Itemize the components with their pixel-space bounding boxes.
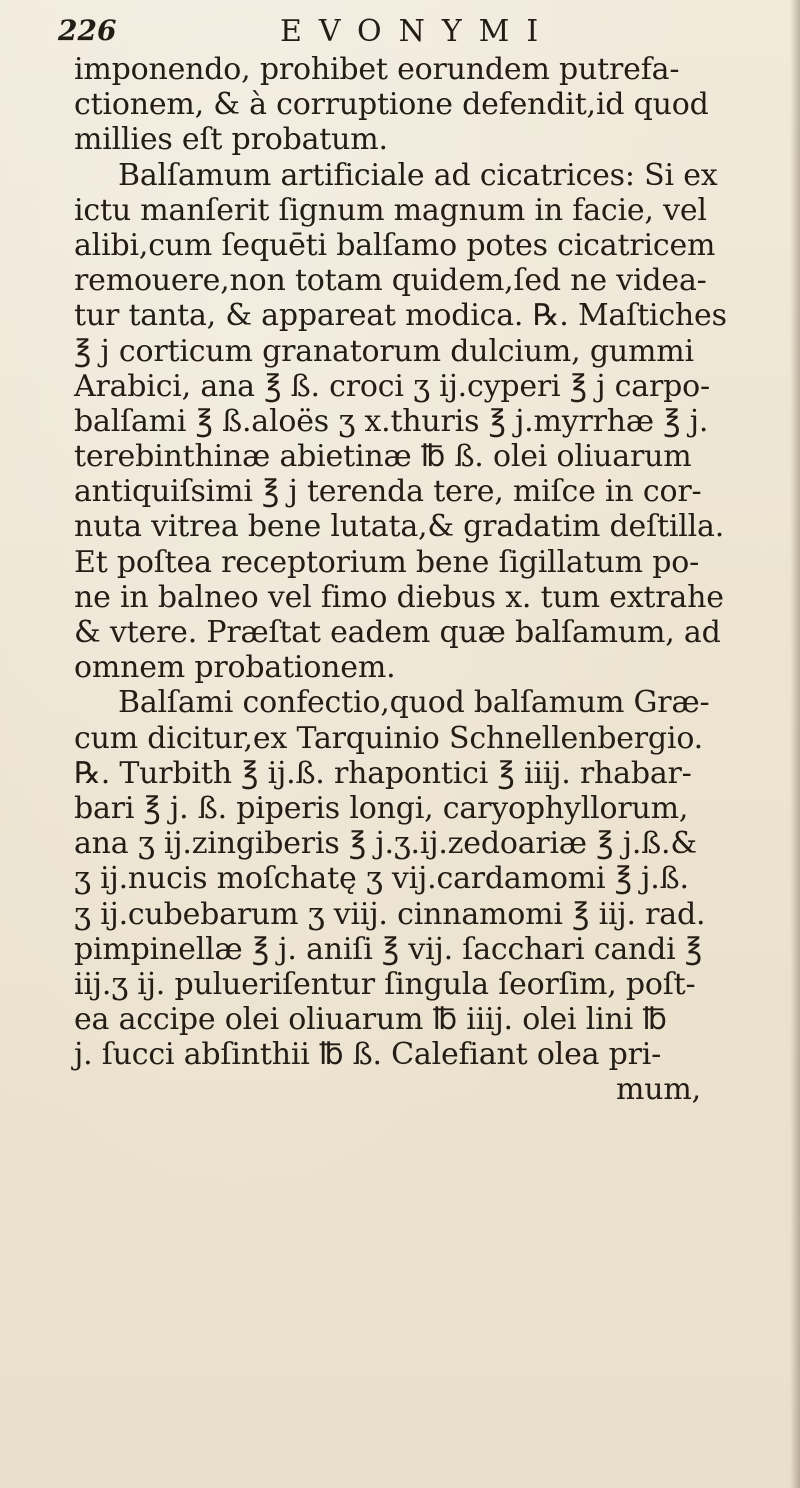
text-line: ℞. Turbith ℥ ij.ß. rhapontici ℥ iiij. rhabar- — [74, 755, 692, 791]
text-line: ea accipe olei oliuarum ℔ iiij. olei lini ℔ — [74, 1002, 667, 1038]
catchword: mum, — [616, 1072, 701, 1108]
text-line: alibi,cum ſequēti balſamo potes cicatricem — [74, 227, 716, 263]
text-line: Balſamum artificiale ad cicatrices: Si ex — [118, 157, 718, 193]
text-line: nuta vitrea bene lutata,& gradatim deſtilla. — [74, 509, 725, 545]
text-line: Et poſtea receptorium bene ſigillatum po- — [74, 544, 700, 580]
running-head: EVONYMI — [280, 14, 556, 49]
text-line: Arabici, ana ℥ ß. croci ʒ ij.cyperi ℥ j carpo- — [74, 368, 710, 404]
text-line: balſami ℥ ß.aloës ʒ x.thuris ℥ j.myrrhæ ℥ j. — [74, 403, 709, 439]
text-line: ictu manſerit ſignum magnum in facie, vel — [74, 192, 707, 228]
text-line: iij.ʒ ij. pulueriſentur ſingula ſeorſim, poſt- — [74, 966, 696, 1002]
text-line: imponendo, prohibet eorundem putrefa- — [74, 52, 680, 87]
text-line: ne in balneo vel fimo diebus x. tum extrahe — [74, 579, 724, 615]
text-line: Balſami confectio,quod balſamum Græ- — [118, 685, 710, 721]
text-line: ʒ ij.cubebarum ʒ viij. cinnamomi ℥ iij. rad. — [74, 896, 706, 932]
text-line: tur tanta, & appareat modica. ℞. Maſtiches — [74, 298, 727, 334]
text-line: remouere,non totam quidem,ſed ne videa- — [74, 263, 707, 299]
text-line: terebinthinæ abietinæ ℔ ß. olei oliuarum — [74, 439, 692, 475]
text-line: ctionem, & à corruptione defendit,id quod — [74, 87, 709, 123]
page-number: 226 — [58, 14, 117, 47]
text-line: & vtere. Præſtat eadem quæ balſamum, ad — [74, 615, 721, 650]
page-header — [58, 8, 758, 52]
text-line: antiquiſsimi ℥ j terenda tere, miſce in cor- — [74, 474, 702, 510]
text-line: omnem probationem. — [74, 650, 396, 686]
text-line: millies eſt probatum. — [74, 122, 388, 158]
body-text — [74, 52, 794, 1108]
text-line: j. ſucci abſinthii ℔ ß. Calefiant olea pri- — [74, 1037, 662, 1073]
text-line: ℥ j corticum granatorum dulcium, gummi — [74, 333, 694, 369]
text-line: bari ℥ j. ß. piperis longi, caryophyllorum, — [74, 790, 689, 826]
text-line: pimpinellæ ℥ j. aniſi ℥ vij. ſacchari candi ℥ — [74, 931, 703, 967]
text-line: ana ʒ ij.zingiberis ℥ j.ʒ.ij.zedoariæ ℥ j.ß.& — [74, 826, 697, 862]
text-line: ʒ ij.nucis moſchatę ʒ vij.cardamomi ℥ j.ß. — [74, 861, 689, 897]
text-line: cum dicitur,ex Tarquinio Schnellenbergio. — [74, 720, 703, 756]
